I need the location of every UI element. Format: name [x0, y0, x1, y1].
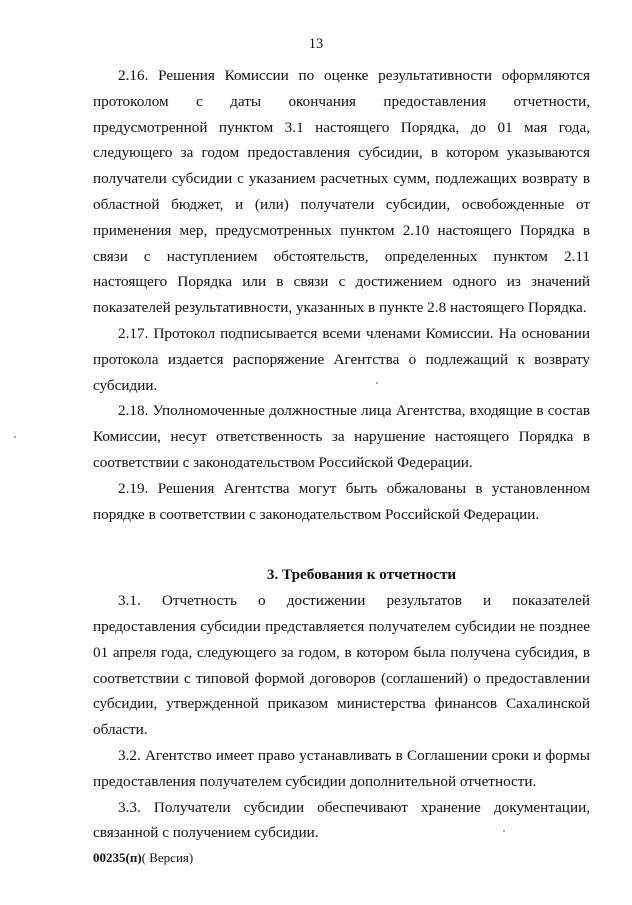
- scan-speck: [503, 830, 505, 832]
- scan-speck: [14, 436, 16, 438]
- paragraph-2-16: 2.16. Решения Комиссии по оценке результативности оформляются протоколом с даты окончания предоставления отчетности, предусмотренной пунктом 3.1 настоящего Порядка, до 01 мая года, следующего за годом предоставления субсидии, в котором указываются получатели субсидии с указанием расчетных сумм, подлежащих возврату в областной бюджет, и (или) получатели субсидии, освобожденные от применения мер, предусмотренных пунктом 2.10 настоящего Порядка в связи с наступлением обстоятельств, определенных пунктом 2.11 настоящего Порядка или в связи с достижением одного из значений показателей результативности, указанных в пункте 2.8 настоящего Порядка.: [93, 67, 590, 317]
- scan-speck: [376, 382, 378, 384]
- document-body: [93, 63, 590, 846]
- paragraph-3-2: 3.2. Агентство имеет право устанавливать в Соглашении сроки и формы предоставления получателем субсидии дополнительной отчетности.: [93, 746, 590, 790]
- paragraph-2-17: 2.17. Протокол подписывается всеми членами Комиссии. На основании протокола издается распоряжение Агентства о подлежащий к возврату субсидии.: [93, 324, 590, 394]
- page-number: 13: [308, 36, 324, 52]
- footer-version: ( Версия): [141, 850, 194, 865]
- paragraph-3-3: 3.3. Получатели субсидии обеспечивают хранение документации, связанной с получением субсидии.: [93, 798, 590, 842]
- paragraph-3-1: 3.1. Отчетность о достижении результатов и показателей предоставления субсидии представляется получателем субсидии не позднее 01 апреля года, следующего за годом, в котором была получена субсидия, в соответствии с типовой формой договоров (соглашений) о предоставлении субсидии, утвержденной приказом министерства финансов Сахалинской области.: [93, 592, 590, 739]
- section-heading: 3. Требования к отчетности: [266, 566, 457, 584]
- paragraph-2-18: 2.18. Уполномоченные должностные лица Агентства, входящие в состав Комиссии, несут ответственность за нарушение настоящего Порядка в соответствии с законодательством Российской Федерации.: [93, 402, 590, 471]
- footer-document-code: 00235(п): [93, 850, 142, 865]
- paragraph-2-19: 2.19. Решения Агентства могут быть обжалованы в установленном порядке в соответствии с законодательством Российской Федерации.: [93, 479, 590, 523]
- document-footer: [93, 850, 193, 866]
